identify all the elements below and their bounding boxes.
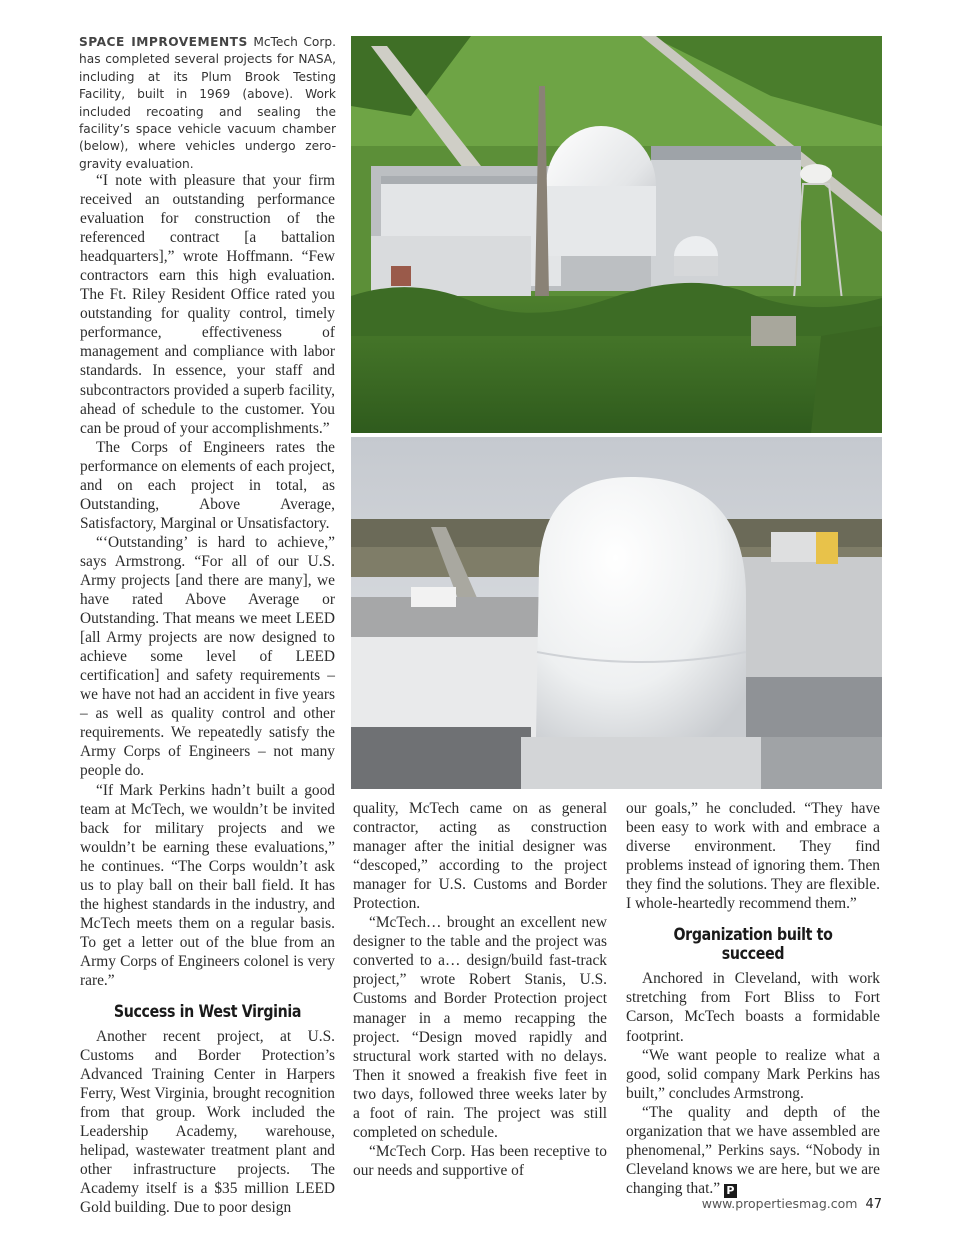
paragraph: Another recent project, at U.S. Customs and Border Protection’s Advanced Training Center in Harpers Ferry, West Virginia, brought recognition from that group. Work included the Leadership Academy, warehouse, helipad, wastewater treatment plant and other infrastructure projects. The Academy itself is a $35 million LEED Gold building. Due to poor design [80,1028,335,1217]
paragraph: “If Mark Perkins hadn’t built a good team at McTech, we wouldn’t be invited back for military projects and we wouldn’t be earning these evaluations,” he continues. “The Corps wouldn’t ask us to play ball on their ball field. It has the highest standards in the industry, and McTech meets them on a regular basis. To get a letter out of the blue from an Army Corps of Engineers colonel is very rare.” [80,781,335,989]
aerial-facility-image [351,36,882,433]
page-number: 47 [865,1197,882,1212]
section-heading: Organization built to succeed [673,925,833,964]
paragraph [626,1103,880,1198]
end-mark-icon: P [724,1184,737,1198]
paragraph: Anchored in Cleveland, with work stretching from Fort Bliss to Fort Carson, McTech boasts a formidable footprint. [626,970,880,1045]
paragraph: “McTech… brought an excellent new designer to the table and the project was converted to a… design/build fast-track project,” wrote Robert Stanis, U.S. Customs and Border Protection project manager in a memo recapping the project. “Design moved rapidly and structural work started with no delays. Then it snowed a freakish five feet in two days, followed three weeks later by a foot of rain. The project was still completed on schedule. [353,914,607,1141]
dome-closeup-image [351,437,882,789]
aerial-facility-photo [351,36,882,433]
paragraph: The Corps of Engineers rates the performance on elements of each project, and on each project in total, as Outstanding, Above Average, Satisfactory, Marginal or Unsatisfactory. [80,438,335,532]
section-heading: Success in West Virginia [113,1002,302,1022]
caption-lead: SPACE IMPROVEMENTS [79,35,248,49]
paragraph: our goals,” he concluded. “They have been easy to work with and embrace a diverse environment. They find problems instead of ignoring them. Then they find the solutions. They are flexible. I whole-heartedly recommend them.” [626,800,880,913]
caption-text: McTech Corp. has completed several projects for NASA, including at its Plum Brook Testing Facility, built in 1969 (above). Work included recoating and sealing the facility’s space vehicle vacuum chamber (below), where vehicles undergo zero-gravity evaluation. [79,35,336,171]
article-column-2 [353,799,607,1180]
article-column-1 [80,171,335,1218]
paragraph: “I note with pleasure that your firm received an outstanding performance evaluation for construction of the referenced contract [a battalion headquarters],” wrote Hoffmann. “Few contractors earn this high evaluation. The Ft. Riley Resident Office rated you outstanding for quality control, timely performance, effectiveness of management and compliance with labor standards. In essence, your staff and subcontractors provided a superb facility, ahead of schedule to the customer. You can be proud of your accomplishments.” [80,172,335,437]
paragraph: “We want people to realize what a good, solid company Mark Perkins has built,” concludes Armstrong. [626,1046,880,1102]
paragraph: “‘Outstanding’ is hard to achieve,” says Armstrong. “For all of our U.S. Army projects [and there are many], we have rated Above Average or Outstanding. That means we meet LEED [all Army projects are now designed to achieve some level of LEED certification] and safety requirements – we have not had an accident in five years – as well as quality control and other requirements. We repeatedly satisfy the Army Corps of Engineers – not many people do. [80,533,335,780]
paragraph: “McTech Corp. Has been receptive to our needs and supportive of [353,1142,607,1179]
paragraph: quality, McTech came on as general contractor, acting as construction manager after the initial designer was “descoped,” according to the project manager for U.S. Customs and Border Protection. [353,800,607,913]
article-column-3 [626,799,880,1198]
paragraph-text: “The quality and depth of the organization that we have assembled are phenomenal,” Perkins says. “Nobody in Cleveland knows we are here, but we are changing that.” [626,1103,880,1197]
photo-caption [79,34,336,173]
page-footer [702,1196,882,1212]
footer-url[interactable]: www.propertiesmag.com [701,1196,858,1211]
vacuum-chamber-dome-photo [351,437,882,789]
